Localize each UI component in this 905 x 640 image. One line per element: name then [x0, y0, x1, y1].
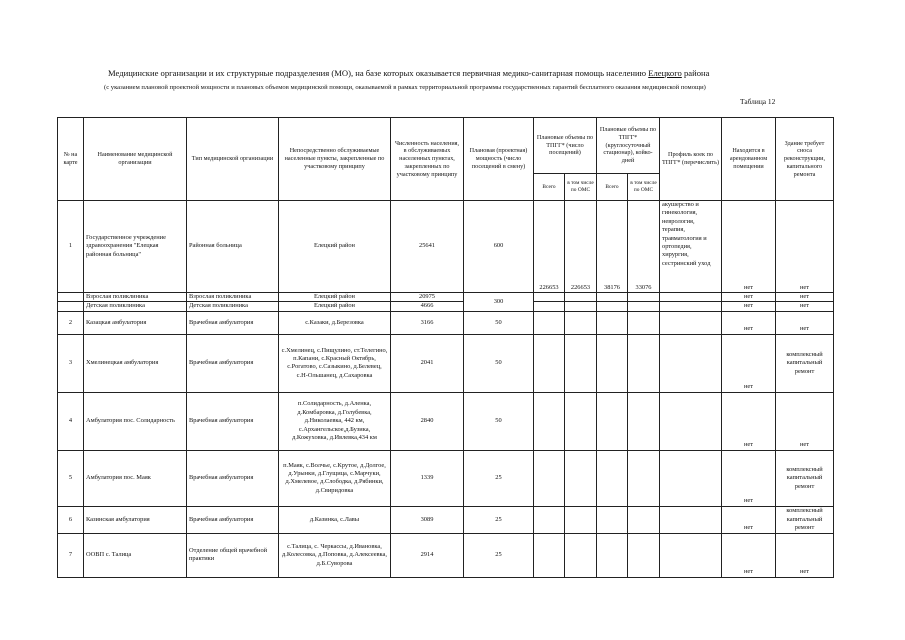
header-num: № на карте: [58, 118, 84, 201]
capacity: 25: [464, 533, 534, 577]
population: 3089: [391, 506, 464, 533]
table-row: [58, 293, 834, 302]
population: 1339: [391, 450, 464, 506]
ppp-oms: 226653: [565, 201, 597, 293]
title-region: Елецкого: [648, 68, 682, 78]
row-num: 4: [58, 392, 84, 450]
needs-repair: нет: [776, 201, 834, 293]
rented: нет: [722, 533, 776, 577]
header-points: Непосредственно обслуживаемые населенные пункты, закрепленные по участковому принципу: [279, 118, 391, 201]
population: 3166: [391, 311, 464, 334]
org-name: Амбулатория пос. Маяк: [84, 450, 187, 506]
served-points: с.Талица, с. Черкассы, д.Ивановка, д.Колесовка, д.Поповка, д.Алексеевка, д.Б.Суворова: [279, 533, 391, 577]
table-number: Таблица 12: [740, 97, 776, 106]
capacity: 600: [464, 201, 534, 293]
rented: нет: [722, 302, 776, 311]
header-capacity: Плановая (проектная) мощность (число посещений в смену): [464, 118, 534, 201]
header-repair: Здание требует сноса реконструкции, капитального ремонта: [776, 118, 834, 201]
served-points: Елецкий район: [279, 302, 391, 311]
org-type: Врачебная амбулатория: [187, 392, 279, 450]
capacity: 25: [464, 450, 534, 506]
population: 2840: [391, 392, 464, 450]
table-row: [58, 334, 834, 392]
needs-repair: комплексный капитальный ремонт: [776, 450, 834, 506]
needs-repair: комплексный капитальный ремонт: [776, 334, 834, 392]
org-name: Взрослая поликлиника: [84, 293, 187, 302]
served-points: д.Казинка, с.Лавы: [279, 506, 391, 533]
table-row: [58, 506, 834, 533]
needs-repair: комплексный капитальный ремонт: [776, 506, 834, 533]
population: 2914: [391, 533, 464, 577]
rented: нет: [722, 201, 776, 293]
row-num: [58, 293, 84, 302]
title-suffix: района: [683, 68, 710, 78]
needs-repair: нет: [776, 302, 834, 311]
header-type: Тип медицинской организации: [187, 118, 279, 201]
beds-oms: 33076: [628, 201, 660, 293]
row-num: 7: [58, 533, 84, 577]
beds-total: 38176: [597, 201, 628, 293]
title-prefix: Медицинские организации и их структурные подразделения (МО), на базе которых оказывается первичная медико-санитарная помощь населению: [108, 68, 647, 78]
rented: нет: [722, 334, 776, 392]
population: 2041: [391, 334, 464, 392]
org-type: Районная больница: [187, 201, 279, 293]
org-name: Детская поликлиника: [84, 302, 187, 311]
org-type: Детская поликлиника: [187, 302, 279, 311]
rented: нет: [722, 293, 776, 302]
org-name: ООВП с. Талица: [84, 533, 187, 577]
served-points: п.Маяк, с.Волчье, с.Крутое, д.Долгое, д.Урынки, д.Глущица, с.Марчуки, д.Хмелевое, д.Слободка, д.Рябинки, д.Свиридовка: [279, 450, 391, 506]
org-name: Казинская амбулатория: [84, 506, 187, 533]
page-title: [108, 68, 878, 78]
needs-repair: нет: [776, 533, 834, 577]
bed-profile: акушерство и гинекология, неврология, терапия, травматология и ортопедия, хирургия, сестринский уход: [660, 201, 722, 293]
org-type: Отделение общей врачебной практики: [187, 533, 279, 577]
rented: нет: [722, 392, 776, 450]
served-points: с.Казаки, д.Березовка: [279, 311, 391, 334]
served-points: Елецкий район: [279, 201, 391, 293]
facilities-table: [57, 117, 834, 578]
header-beds-total: Всего: [597, 174, 628, 201]
ppp-total: 226653: [534, 201, 565, 293]
org-type: Врачебная амбулатория: [187, 334, 279, 392]
org-name: Хмелинецкая амбулатория: [84, 334, 187, 392]
header-profile: Профиль коек по ТПГГ* (перечислить): [660, 118, 722, 201]
org-type: Врачебная амбулатория: [187, 311, 279, 334]
population: 20975: [391, 293, 464, 302]
header-name: Наименование медицинской организации: [84, 118, 187, 201]
needs-repair: нет: [776, 293, 834, 302]
population: 25641: [391, 201, 464, 293]
table-row: [58, 311, 834, 334]
org-name: Государственное учреждение здравоохранения "Елецкая районная больница": [84, 201, 187, 293]
header-ppp-oms: в том числе по ОМС: [565, 174, 597, 201]
header-rent: Находится в арендованном помещении: [722, 118, 776, 201]
needs-repair: нет: [776, 392, 834, 450]
header-beds-oms: в том числе по ОМС: [628, 174, 660, 201]
header-ppp-total: Всего: [534, 174, 565, 201]
capacity: 50: [464, 392, 534, 450]
page-subtitle: (с указанием плановой проектной мощности и плановых объемов медицинской помощи, оказываемой в рамках территориальной программы государственных гарантий бесплатного оказания медицинской помощи): [104, 84, 706, 91]
header-beds: Плановые объемы по ТПГГ* (круглосуточный стационар), койко-дней: [597, 118, 660, 174]
row-num: 1: [58, 201, 84, 293]
org-type: Врачебная амбулатория: [187, 450, 279, 506]
header-row: [58, 118, 834, 174]
table-row: [58, 201, 834, 293]
table-row: [58, 302, 834, 311]
row-num: 2: [58, 311, 84, 334]
capacity: 50: [464, 334, 534, 392]
table-row: [58, 533, 834, 577]
needs-repair: нет: [776, 311, 834, 334]
org-name: Казацкая амбулатория: [84, 311, 187, 334]
table-row: [58, 392, 834, 450]
rented: нет: [722, 450, 776, 506]
capacity: 50: [464, 311, 534, 334]
header-ppp: Плановые объемы по ТПГГ* (число посещений): [534, 118, 597, 174]
rented: нет: [722, 311, 776, 334]
served-points: п.Солидарность, д.Аленка, д.Комбаровка, д.Голубевка, д.Николаевка, 442 км, с.Архангельское,д.Бузика, д.Кожуховка, д.Ивлевка,434 км: [279, 392, 391, 450]
row-num: 6: [58, 506, 84, 533]
row-num: 3: [58, 334, 84, 392]
population: 4666: [391, 302, 464, 311]
rented: нет: [722, 506, 776, 533]
org-type: Врачебная амбулатория: [187, 506, 279, 533]
org-type: Взрослая поликлиника: [187, 293, 279, 302]
table-row: [58, 450, 834, 506]
served-points: с.Хмелинец, с.Пищулино, ст.Телегино, п.Капани, с.Красный Октябрь, с.Рогатово, с.Сазыкино, д.Белевец, с.Н-Ольшанец, д.Сахаровка: [279, 334, 391, 392]
row-num: 5: [58, 450, 84, 506]
capacity: 25: [464, 506, 534, 533]
header-population: Численность населения, в обслуживаемых населенных пунктах, закрепленных по участковому принципу: [391, 118, 464, 201]
row-num: [58, 302, 84, 311]
served-points: Елецкий район: [279, 293, 391, 302]
org-name: Амбулатория пос. Солидарность: [84, 392, 187, 450]
capacity: 300: [464, 293, 534, 312]
